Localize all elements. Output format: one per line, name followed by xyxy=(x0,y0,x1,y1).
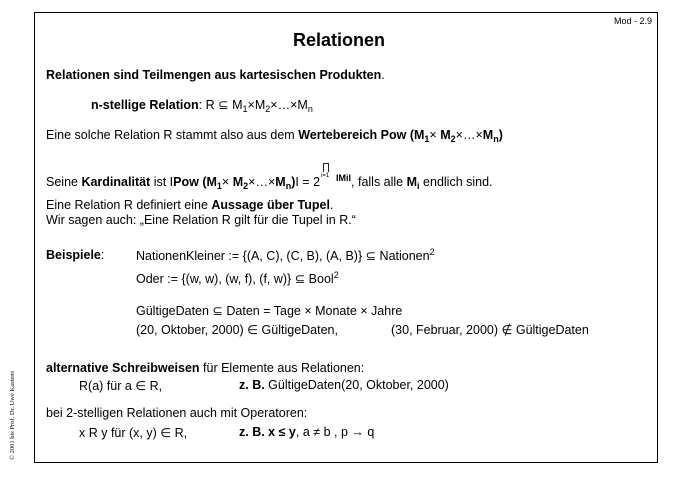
alt-line-2: bei 2-stelligen Relationen auch mit Operatoren: xyxy=(46,406,308,420)
example-2: Oder := {(w, w), (w, f), (f, w)} ⊆ Bool$^2$ xyxy=(136,270,339,286)
range-bold: Wertebereich Pow xyxy=(298,128,407,142)
assertion-bold: Aussage über Tupel xyxy=(211,198,330,212)
nary-relation-line: n-stellige Relation: R ⊆ $M_1\times M_2\times\dots\times M_n$ xyxy=(91,98,313,114)
example-4a: (20, Oktober, 2000) ∈ GültigeDaten, xyxy=(136,323,338,337)
intro-line xyxy=(46,68,385,82)
assertion-line: Eine Relation R definiert eine Aussage über Tupel. xyxy=(46,198,334,212)
assertion-line-2: Wir sagen auch: „Eine Relation R gilt für die Tupel in R.“ xyxy=(46,213,356,227)
example-3: GültigeDaten ⊆ Daten = Tage × Monate × Jahre xyxy=(136,304,403,318)
alt-line-1a: R(a) für a ∈ R, xyxy=(79,379,163,393)
alt-heading: alternative Schreibweisen für Elemente aus Relationen: xyxy=(46,361,365,375)
example-4b: (30, Februar, 2000) ∉ GültigeDaten xyxy=(391,323,589,337)
page-title: Relationen xyxy=(292,30,385,50)
alt-line-3a: x R y für (x, y) ∈ R, xyxy=(79,426,188,440)
examples-label: Beispiele: xyxy=(46,248,105,262)
cardinality-line: Seine Kardinalität ist IPow ($M_1\times$ $M_2\times\dots\times M_n)I = 2$ ∏ i=1 $^{IMiI}$, falls alle $M_i$ endlich sind. xyxy=(46,162,493,191)
range-line: Eine solche Relation R stammt also aus dem Wertebereich Pow ($M_1\times$ $M_2\times\dots\times M_n$) xyxy=(46,128,503,144)
nary-label: n-stellige Relation xyxy=(91,98,199,112)
example-1: NationenKleiner := {(A, C), (C, B), (A, B)} ⊆ Nationen$^2$ xyxy=(136,247,435,263)
intro-text: Relationen sind Teilmengen aus kartesischen Produkten xyxy=(46,68,382,82)
alt-line-1b: z. B. GültigeDaten(20, Oktober, 2000) xyxy=(239,378,449,392)
alt-line-3b: z. B. x ≤ y, a ≠ b , p → q xyxy=(239,425,375,439)
cardinality-bold: Kardinalität xyxy=(81,175,151,189)
product-symbol: ∏ i=1 xyxy=(321,162,331,179)
intro-period: . xyxy=(381,68,385,82)
page-number: Mod - 2.9 xyxy=(613,16,652,26)
copyright-note: © 2001 bis Prof. Dr. Uwe Kastens xyxy=(9,370,16,460)
